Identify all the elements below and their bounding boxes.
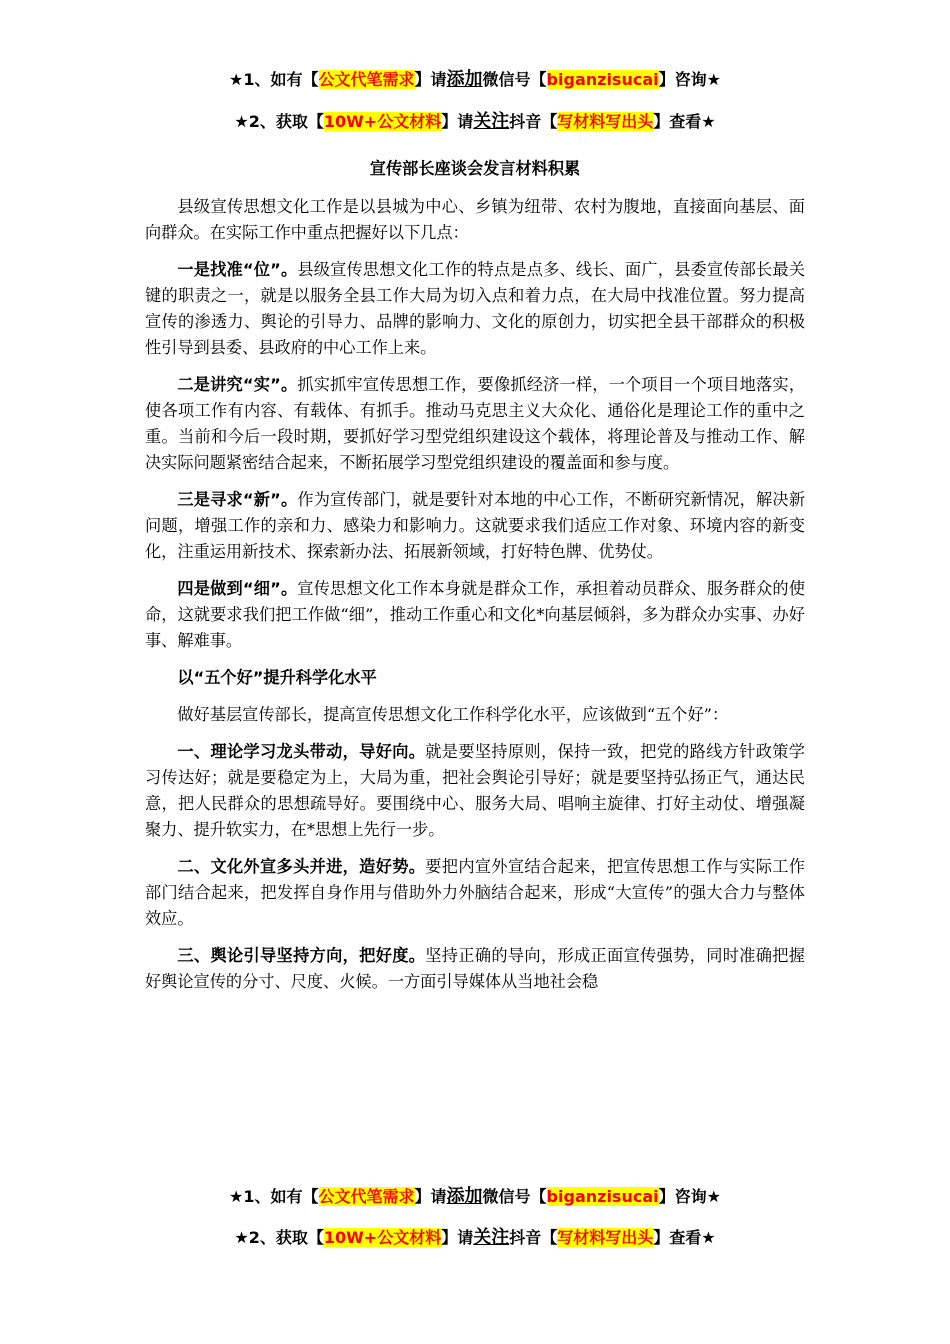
good-paragraph: 三、舆论引导坚持方向，把好度。坚持正确的导向，形成正面宣传强势，同时准确把握好舆论宣传的分寸、尺度、火候。一方面引导媒体从当地社会稳 xyxy=(145,946,805,991)
header-banner-2: ★2、获取【10W+公文材料】请关注抖音【写材料写出头】查看★ xyxy=(234,111,716,132)
section-subtitle: 以“五个好”提升科学化水平 xyxy=(177,668,377,687)
star-icon: ★ xyxy=(229,70,244,89)
document-title: 宣传部长座谈会发言材料积累 xyxy=(369,159,581,178)
highlight-text: 公文代笔需求 xyxy=(318,70,415,89)
underlined-text: 添加 xyxy=(446,1186,483,1207)
good-paragraph: 一、理论学习龙头带动，导好向。就是要坚持原则，保持一致，把党的路线方针政策学习传达好；就是要稳定为上，大局为重，把社会舆论引导好；就是要坚持弘扬正气，通达民意，把人民群众的思想疏导好。要围绕中心、服务大局、唱响主旋律、打好主动仗、增强凝聚力、提升软实力，在*思想上先行一步。 xyxy=(145,742,805,839)
intro-paragraph: 县级宣传思想文化工作是以县城为中心、乡镇为纽带、农村为腹地，直接面向基层、面向群众。在实际工作中重点把握好以下几点： xyxy=(145,197,805,242)
star-icon: ★ xyxy=(234,112,249,131)
highlight-text: 公文代笔需求 xyxy=(318,1187,415,1206)
footer-banner-2: ★2、获取【10W+公文材料】请关注抖音【写材料写出头】查看★ xyxy=(234,1227,716,1248)
point-paragraph: 二是讲究“实”。抓实抓牢宣传思想工作，要像抓经济一样，一个项目一个项目地落实，使各项工作有内容、有载体、有抓手。推动马克思主义大众化、通俗化是理论工作的重中之重。当前和今后一段时期，要抓好学习型党组织建设这个载体，将理论普及与推动工作、解决实际问题紧密结合起来，不断拓展学习型党组织建设的覆盖面和参与度。 xyxy=(145,375,806,472)
header-banner-1: ★1、如有【公文代笔需求】请添加微信号【biganzisucai】咨询★ xyxy=(229,69,721,90)
douyin-account: 写材料写出头 xyxy=(557,112,654,131)
douyin-account: 写材料写出头 xyxy=(557,1228,654,1247)
good-paragraph: 二、文化外宣多头并进，造好势。要把内宣外宣结合起来，把宣传思想工作与实际工作部门结合起来，把发挥自身作用与借助外力外脑结合起来，形成“大宣传”的强大合力与整体效应。 xyxy=(145,857,805,928)
wechat-id: biganzisucai xyxy=(546,1187,659,1206)
document-body xyxy=(145,156,805,1006)
footer-banner-1: ★1、如有【公文代笔需求】请添加微信号【biganzisucai】咨询★ xyxy=(229,1186,721,1207)
underlined-text: 关注 xyxy=(473,111,510,132)
point-paragraph: 四是做到“细”。宣传思想文化工作本身就是群众工作，承担着动员群众、服务群众的使命，这就要求我们把工作做“细”，推动工作重心和文化*向基层倾斜，多为群众办实事、办好事、解难事。 xyxy=(145,579,806,650)
underlined-text: 添加 xyxy=(446,69,483,90)
intro2-paragraph: 做好基层宣传部长，提高宣传思想文化工作科学化水平，应该做到“五个好”： xyxy=(177,705,729,724)
point-paragraph: 一是找准“位”。县级宣传思想文化工作的特点是点多、线长、面广，县委宣传部长最关键的职责之一，就是以服务全县工作大局为切入点和着力点，在大局中找准位置。努力提高宣传的渗透力、舆论的引导力、品牌的影响力、文化的原创力，切实把全县干部群众的积极性引导到县委、县政府的中心工作上来。 xyxy=(145,260,806,357)
underlined-text: 关注 xyxy=(473,1227,510,1248)
highlight-text: 10W+公文材料 xyxy=(323,1228,442,1247)
point-paragraph: 三是寻求“新”。作为宣传部门，就是要针对本地的中心工作，不断研究新情况，解决新问题，增强工作的亲和力、感染力和影响力。这就要求我们适应工作对象、环境内容的新变化，注重运用新技术、探索新办法、拓展新领域，打好特色牌、优势仗。 xyxy=(145,490,806,561)
star-icon: ★ xyxy=(234,1228,249,1247)
star-icon: ★ xyxy=(229,1187,244,1206)
highlight-text: 10W+公文材料 xyxy=(323,112,442,131)
wechat-id: biganzisucai xyxy=(546,70,659,89)
